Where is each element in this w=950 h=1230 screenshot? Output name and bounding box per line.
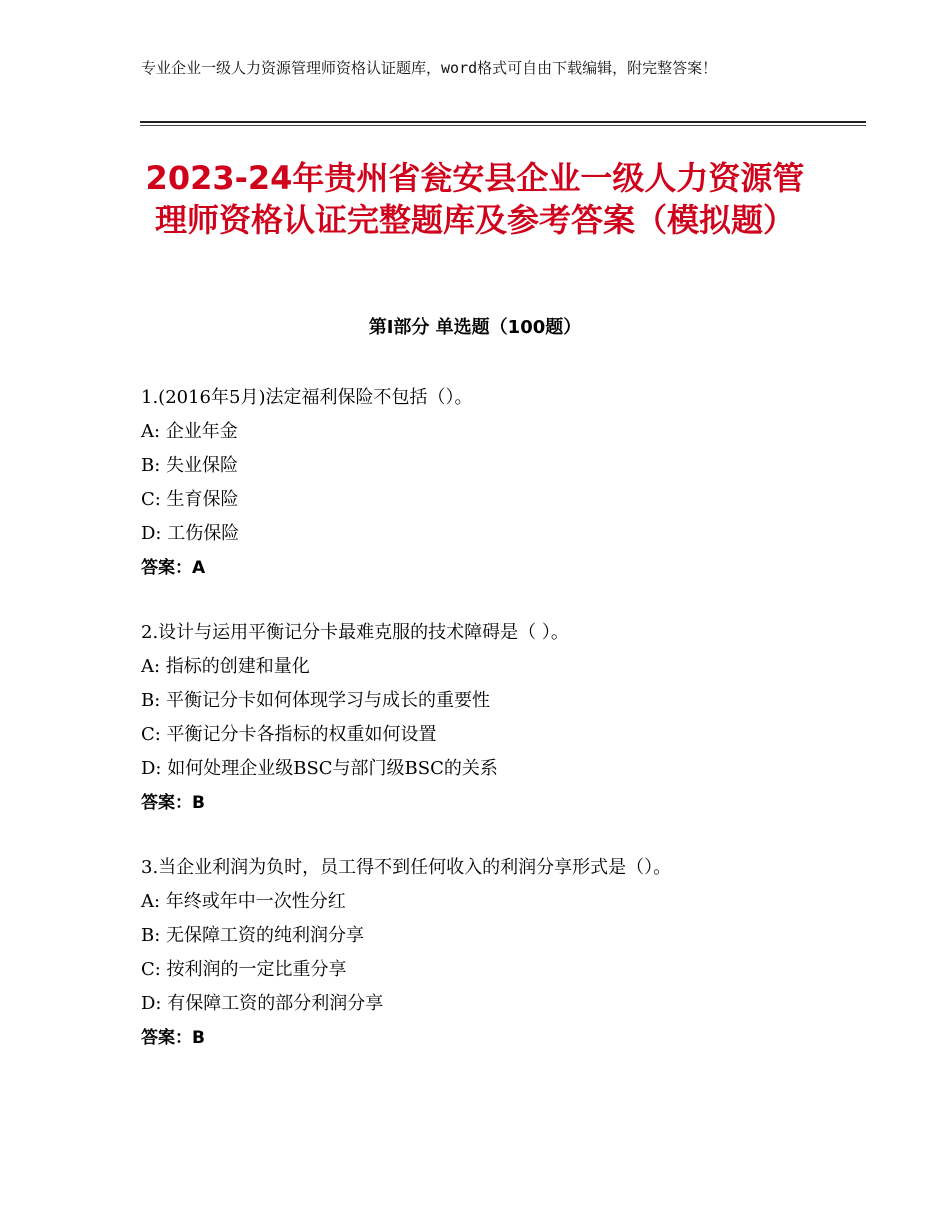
option-b: B: 失业保险 bbox=[141, 455, 239, 476]
header-rule-thin bbox=[140, 125, 866, 126]
header-rule-thick bbox=[140, 121, 866, 123]
option-d: D: 工伤保险 bbox=[141, 523, 240, 544]
option-b: B: 无保障工资的纯利润分享 bbox=[141, 925, 365, 946]
option-c: C: 生育保险 bbox=[141, 489, 239, 510]
option-a: A: 指标的创建和量化 bbox=[141, 656, 310, 677]
question-stem: 2.设计与运用平衡记分卡最难克服的技术障碍是（ ）。 bbox=[141, 622, 569, 643]
question-stem: 3.当企业利润为负时，员工得不到任何收入的利润分享形式是（）。 bbox=[141, 857, 672, 878]
answer: 答案：B bbox=[141, 793, 205, 813]
header-note: 专业企业一级人力资源管理师资格认证题库，word格式可自由下载编辑，附完整答案！ bbox=[141, 59, 718, 77]
option-d: D: 如何处理企业级BSC与部门级BSC的关系 bbox=[141, 758, 498, 779]
question-list bbox=[141, 381, 861, 1086]
option-c: C: 按利润的一定比重分享 bbox=[141, 959, 347, 980]
option-c: C: 平衡记分卡各指标的权重如何设置 bbox=[141, 724, 437, 745]
option-d: D: 有保障工资的部分利润分享 bbox=[141, 993, 384, 1014]
option-a: A: 年终或年中一次性分红 bbox=[141, 891, 346, 912]
answer: 答案：A bbox=[141, 558, 206, 578]
option-b: B: 平衡记分卡如何体现学习与成长的重要性 bbox=[141, 690, 491, 711]
question-3 bbox=[141, 851, 861, 1055]
answer: 答案：B bbox=[141, 1028, 205, 1048]
document-title: 2023-24年贵州省瓮安县企业一级人力资源管理师资格认证完整题库及参考答案（模拟题） bbox=[145, 159, 805, 239]
option-a: A: 企业年金 bbox=[141, 421, 238, 442]
section-title: 第I部分 单选题（100题） bbox=[368, 317, 582, 338]
question-1 bbox=[141, 381, 861, 585]
question-2 bbox=[141, 616, 861, 820]
question-stem: 1.(2016年5月)法定福利保险不包括（）。 bbox=[141, 387, 473, 408]
